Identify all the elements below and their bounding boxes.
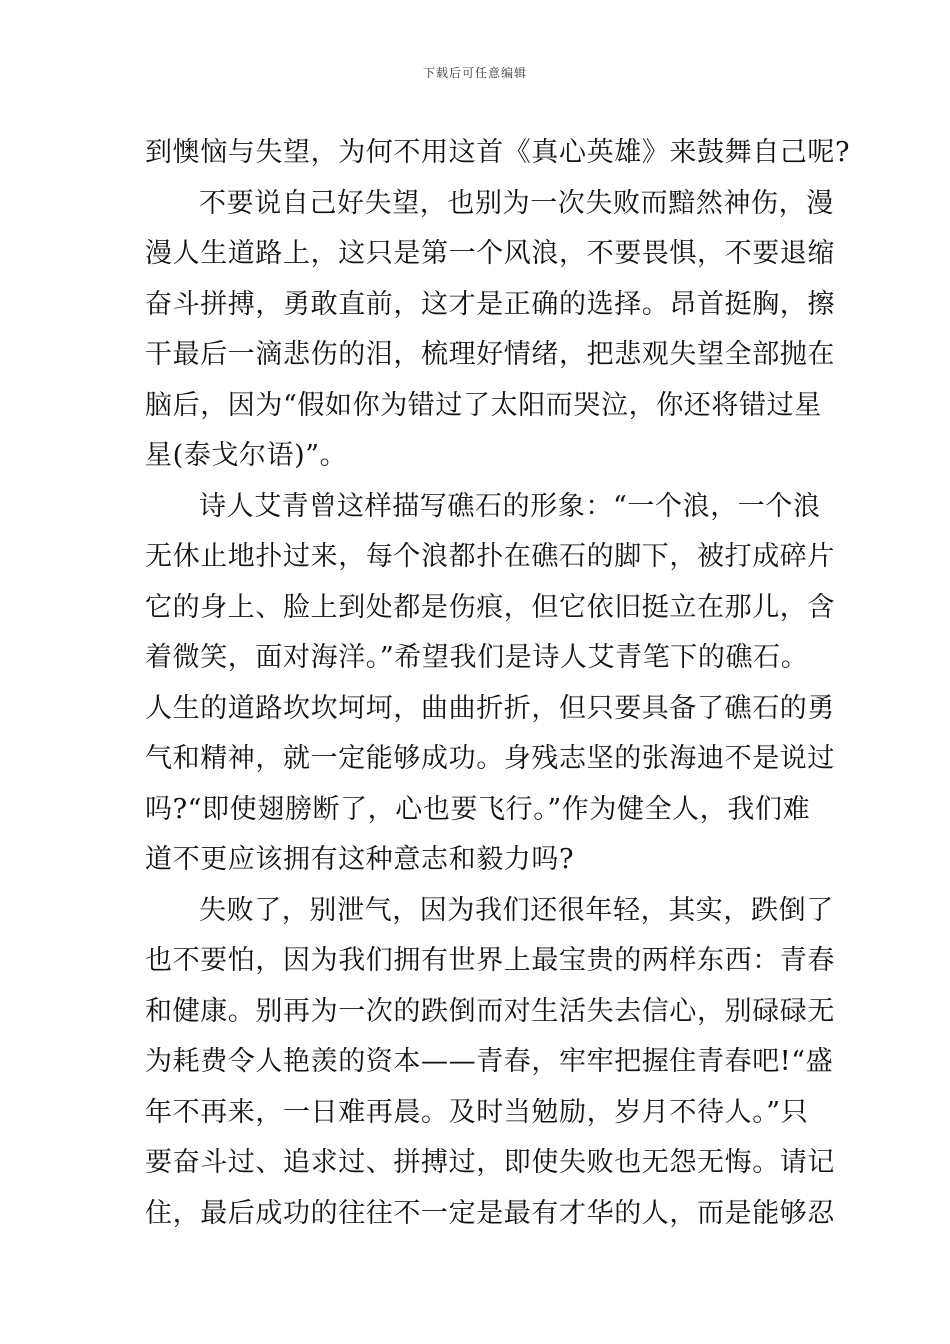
page-header: 下载后可任意编辑 [422,66,527,80]
text-line: 干最后一滴悲伤的泪，梳理好情绪，把悲观失望全部抛在 [145,339,835,370]
text-line: 要奋斗过、追求过、拼搏过，即使失败也无怨无悔。请记 [145,1147,835,1178]
text-line: 年不再来，一日难再晨。及时当勉励，岁月不待人。”只 [145,1096,809,1128]
text-line: 到懊恼与失望，为何不用这首《真心英雄》来鼓舞自己呢? [145,137,851,168]
text-line: 漫人生道路上，这只是第一个风浪，不要畏惧，不要退缩 [145,238,835,269]
text-line: 为耗费令人艳羡的资本——青春，牢牢把握住青春吧!“盛 [145,1046,834,1077]
text-line: 诗人艾青曾这样描写礁石的形象：“一个浪，一个浪 [199,490,821,522]
text-line: 道不更应该拥有这种意志和毅力吗? [145,844,575,875]
text-line: 人生的道路坎坎坷坷，曲曲折折，但只要具备了礁石的勇 [145,692,835,724]
text-line: 气和精神，就一定能够成功。身残志坚的张海迪不是说过 [145,743,835,774]
text-line: 星(泰戈尔语)”。 [145,440,348,471]
text-line: 无休止地扑过来，每个浪都扑在礁石的脚下，被打成碎片 [145,541,835,572]
text-line: 吗?“即使翅膀断了，心也要飞行。”作为健全人，我们难 [145,793,811,825]
text-line: 和健康。别再为一次的跌倒而对生活失去信心，别碌碌无 [145,995,835,1027]
document-body [145,128,851,1239]
text-line: 奋斗拼搏，勇敢直前，这才是正确的选择。昂首挺胸，擦 [145,288,835,320]
text-line: 它的身上、脸上到处都是伤痕，但它依旧挺立在那儿，含 [145,591,835,623]
text-line: 着微笑，面对海洋。”希望我们是诗人艾青笔下的礁石。 [145,642,809,673]
text-line: 脑后，因为“假如你为错过了太阳而哭泣，你还将错过星 [145,389,822,421]
text-line: 不要说自己好失望，也别为一次失败而黯然神伤，漫 [199,187,834,219]
text-line: 失败了，别泄气，因为我们还很年轻，其实，跌倒了 [199,894,834,926]
text-line: 住，最后成功的往往不一定是最有才华的人，而是能够忍 [145,1197,835,1229]
text-line: 也不要怕，因为我们拥有世界上最宝贵的两样东西：青春 [145,945,835,976]
